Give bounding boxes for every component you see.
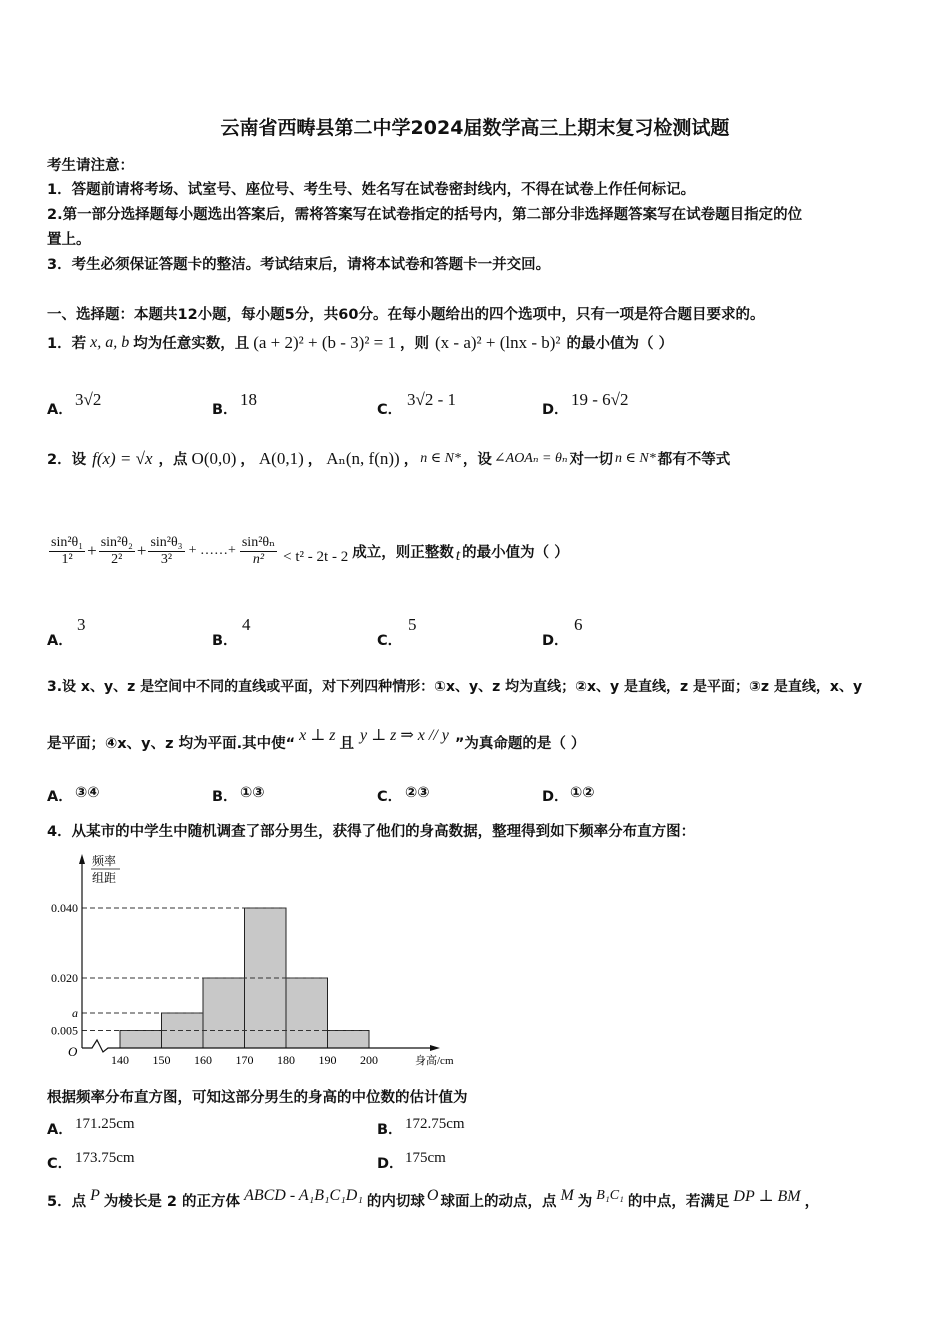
y-tick-label: 0.040	[51, 901, 78, 915]
histogram-bar	[120, 1031, 162, 1049]
q1-options	[47, 390, 747, 416]
fraction: $\frac{\text{sin²θₙ}}{\text{n²}}$	[241, 535, 276, 567]
option-label[interactable]: C．	[377, 789, 403, 805]
option-value: 19 - 6√2	[571, 390, 629, 409]
option-label[interactable]: D．	[542, 402, 569, 418]
option-label[interactable]: B．	[212, 402, 238, 418]
option-value: ③④	[75, 785, 100, 801]
math-a: A(0,1)	[258, 448, 304, 468]
option-value: 18	[240, 390, 257, 409]
histogram-bar	[286, 978, 328, 1048]
option-label[interactable]: D．	[377, 1156, 404, 1172]
option-value: 5	[408, 615, 417, 634]
y-tick-label: 0.005	[51, 1023, 78, 1038]
option-label[interactable]: C．	[377, 633, 403, 649]
question-1: 1．若 x, a, b 均为任意实数，且 (a + 2)² + (b - 3)² = 1 ，则 (x - a)² + (lnx - b)² 的最小值为（ ）	[47, 332, 674, 352]
option-label[interactable]: B．	[377, 1122, 403, 1138]
option-value: 175cm	[405, 1150, 446, 1166]
question-5: 5．点 P 为棱长是 2 的正方体 ABCD - A₁B₁C₁D₁ 的内切球 O 球面上的动点，点 M 为 B₁C₁ 的中点，若满足 DP ⊥ BM ，	[47, 1186, 820, 1210]
option-value: ①③	[240, 785, 265, 801]
y-axis-arrow	[79, 854, 85, 864]
option-value: 3	[77, 615, 86, 634]
option-label[interactable]: A．	[47, 789, 73, 805]
section-heading: 一、选择题：本题共12小题，每小题5分，共60分。在每小题给出的四个选项中，只有一项是符合题目要求的。	[47, 307, 765, 323]
notice-heading: 考生请注意：	[47, 158, 134, 174]
histogram-bar	[328, 1031, 370, 1049]
q2-options	[47, 615, 747, 649]
math-expression: (x - a)² + (lnx - b)²	[435, 332, 561, 352]
math-n: n ∈ N*	[615, 451, 656, 466]
origin-label: O	[68, 1044, 78, 1059]
option-label[interactable]: A．	[47, 633, 73, 649]
fraction: $\frac{\text{sin²θ₁}}{\text{1²}}$	[51, 534, 84, 567]
fraction: $\frac{\text{sin²θ₂}}{\text{2²}}$	[100, 534, 133, 567]
y-axis-label: 频率	[92, 854, 117, 868]
notice-item: 2.第一部分选择题每小题选出答案后，需将答案写在试卷指定的括号内，第二部分非选择题答案写在试卷题目指定的位	[47, 207, 803, 223]
x-tick-label: 160	[194, 1053, 212, 1067]
option-label[interactable]: A．	[47, 1122, 73, 1138]
histogram-chart	[40, 850, 470, 1070]
fraction: $\frac{\text{sin²θ₃}}{\text{3²}}$	[150, 534, 183, 567]
math-angle: ∠AOAₙ = θₙ	[493, 451, 568, 466]
option-value: 4	[242, 615, 251, 634]
q4-options	[47, 1116, 647, 1176]
question-3-line-2: 是平面；④x、y、z 均为平面.其中使“ x ⊥ z 且 y ⊥ z ⇒ x // y ”为真命题的是（ ）	[47, 726, 586, 752]
question-4-prompt: 根据频率分布直方图，可知这部分男生的身高的中位数的估计值为	[47, 1090, 468, 1106]
x-axis-arrow	[430, 1045, 440, 1051]
option-value: ①②	[570, 785, 595, 801]
option-value: ②③	[405, 785, 430, 801]
x-tick-label: 150	[152, 1053, 171, 1067]
math-an: Aₙ(n, f(n))	[326, 448, 400, 468]
x-axis-label: 身高/cm	[415, 1055, 454, 1067]
x-tick-label: 170	[235, 1053, 254, 1067]
question-3: 3.设 x、y、z 是空间中不同的直线或平面，对下列四种情形：①x、y、z 均为直线；②x、y 是直线，z 是平面；③z 是直线，x、y	[47, 679, 863, 695]
option-value: 172.75cm	[405, 1116, 465, 1132]
q3-options	[47, 785, 747, 807]
option-label[interactable]: B．	[212, 633, 238, 649]
option-label[interactable]: D．	[542, 633, 569, 649]
x-tick-label: 200	[360, 1053, 378, 1067]
notice-item: 3．考生必须保证答题卡的整洁。考试结束后，请将本试卷和答题卡一并交回。	[47, 257, 551, 273]
math-vars: x, a, b	[90, 333, 130, 351]
math-n: n ∈ N*	[420, 451, 461, 466]
option-label[interactable]: B．	[212, 789, 238, 805]
option-label[interactable]: C．	[377, 402, 403, 418]
option-label[interactable]: A．	[47, 402, 73, 418]
y-tick-label: a	[72, 1006, 78, 1020]
math-rhs: < t² - 2t - 2	[283, 548, 349, 565]
option-value: 173.75cm	[75, 1150, 135, 1166]
histogram-bar	[203, 978, 245, 1048]
option-value: 3√2	[75, 390, 102, 409]
y-axis-label: 组距	[92, 871, 117, 885]
question-2: 2．设 f(x) = √x ，点 O(0,0) ， A(0,1) ， Aₙ(n, f(n)) ， n ∈ N* ，设 ∠AOAₙ = θₙ 对一切 n ∈ N* 都有不等式	[47, 448, 731, 468]
option-value: 171.25cm	[75, 1116, 135, 1132]
x-tick-label: 140	[111, 1053, 129, 1067]
x-tick-label: 180	[277, 1053, 295, 1067]
option-label[interactable]: C．	[47, 1156, 73, 1172]
q2-inequality: $\frac{\text{sin²θ₁}}{\text{1²}}$ + $\frac{\text{sin²θ₂}}{\text{2²}}$ + $\frac{\text{sin²θ₃}}{\text{3²}}$ + ……+ $\frac{\text{sin²θₙ}}{\text{n²}}$ < t² - 2t - 2 成立，则正整数 t 的最小值为（ ）	[51, 534, 569, 567]
notice-item: 置上。	[47, 232, 91, 248]
option-label[interactable]: D．	[542, 789, 569, 805]
math-o: O(0,0)	[191, 448, 237, 468]
option-value: 6	[574, 615, 583, 634]
notice-item: 1．答题前请将考场、试室号、座位号、考生号、姓名写在试卷密封线内，不得在试卷上作任何标记。	[47, 182, 696, 198]
math-condition: (a + 2)² + (b - 3)² = 1	[253, 332, 397, 352]
x-tick-label: 190	[318, 1053, 337, 1067]
option-value: 3√2 - 1	[407, 390, 456, 409]
y-tick-label: 0.020	[51, 971, 78, 985]
page-title: 云南省西畴县第二中学2024届数学高三上期末复习检测试题	[220, 117, 730, 139]
math-f: f(x) = √x	[92, 448, 153, 468]
question-4: 4．从某市的中学生中随机调查了部分男生，获得了他们的身高数据，整理得到如下频率分布直方图：	[47, 824, 696, 840]
